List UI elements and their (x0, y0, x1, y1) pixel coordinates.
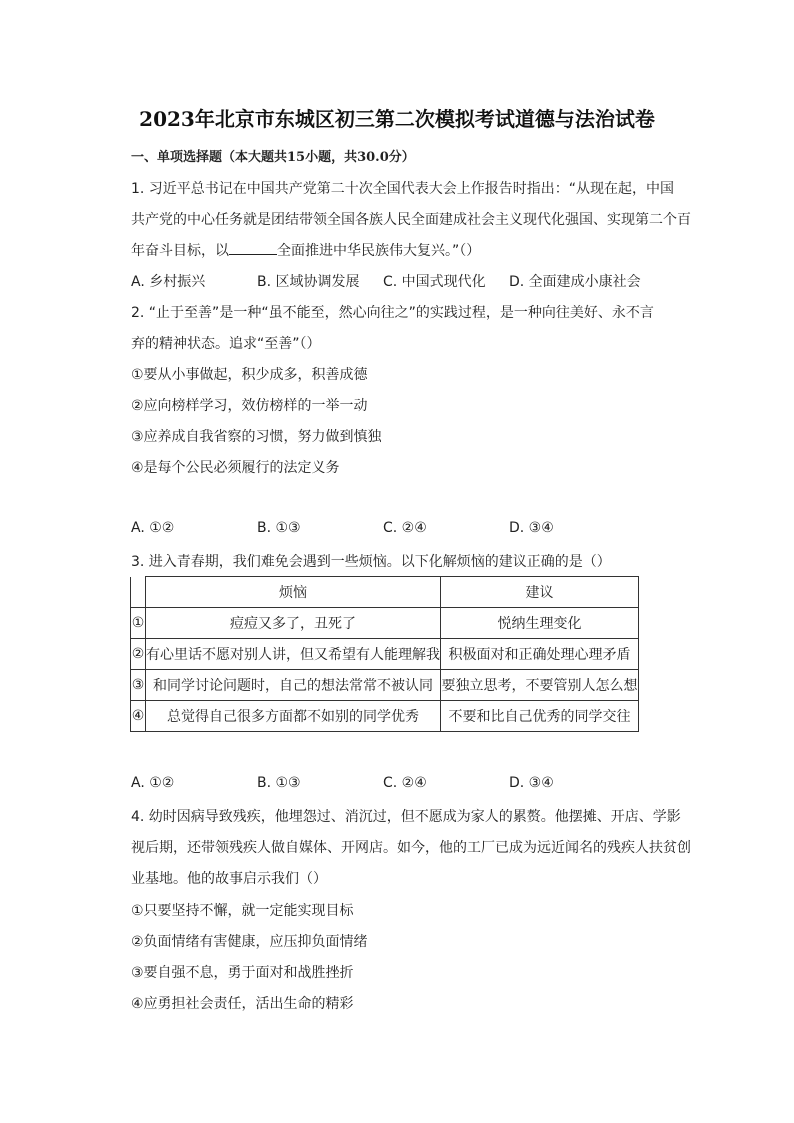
row-worry: 痘痘又多了，丑死了 (146, 608, 441, 639)
q3-option-a: A. ①② (131, 775, 175, 791)
row-worry: 有心里话不愿对别人讲，但又希望有人能理解我 (146, 639, 441, 670)
table-header-row (131, 577, 639, 608)
q3-stem: 3. 进入青春期，我们难免会遇到一些烦恼。以下化解烦恼的建议正确的是（） (131, 554, 611, 570)
exam-title: 2023年北京市东城区初三第二次模拟考试道德与法治试卷 (139, 107, 655, 131)
q2-option-a: A. ①② (131, 520, 175, 536)
row-num: ② (131, 639, 146, 670)
answer-blank (229, 240, 277, 255)
q4-item-4: ④应勇担社会责任，活出生命的精彩 (131, 996, 354, 1012)
q2-option-b: B. ①③ (257, 520, 301, 536)
row-advice: 积极面对和正确处理心理矛盾 (441, 639, 639, 670)
q4-item-1: ①只要坚持不懈，就一定能实现目标 (131, 903, 354, 919)
q1-option-a: A. 乡村振兴 (131, 274, 206, 290)
q3-option-c: C. ②④ (383, 775, 427, 791)
row-advice: 要独立思考，不要管别人怎么想 (441, 670, 639, 701)
section-heading: 一、单项选择题（本大题共15小题，共30.0分） (131, 150, 415, 165)
row-worry: 和同学讨论问题时，自己的想法常常不被认同 (146, 670, 441, 701)
q2-item-1: ①要从小事做起，积少成多，积善成德 (131, 367, 368, 383)
q2-item-2: ②应向榜样学习，效仿榜样的一举一动 (131, 398, 368, 414)
row-worry: 总觉得自己很多方面都不如别的同学优秀 (146, 701, 441, 732)
row-num: ① (131, 608, 146, 639)
table-header-worry: 烦恼 (146, 577, 441, 608)
q2-option-d: D. ③④ (509, 520, 554, 536)
table-row (131, 670, 639, 701)
q3-option-d: D. ③④ (509, 775, 554, 791)
table-row (131, 701, 639, 732)
q1-line-3 (131, 240, 480, 260)
table-header-advice: 建议 (441, 577, 639, 608)
q1-line-3-pre: 年奋斗目标，以 (131, 243, 229, 259)
q1-line-2: 共产党的中心任务就是团结带领全国各族人民全面建成社会主义现代化强国、实现第二个百 (131, 212, 691, 228)
table-header-num (131, 577, 146, 608)
table-row (131, 639, 639, 670)
q1-option-b: B. 区域协调发展 (257, 274, 360, 290)
q4-line-2: 视后期，还带领残疾人做自媒体、开网店。如今，他的工厂已成为远近闻名的残疾人扶贫创 (131, 840, 691, 856)
q3-table (130, 576, 639, 732)
row-advice: 悦纳生理变化 (441, 608, 639, 639)
q2-line-2: 弃的精神状态。追求“至善”（） (131, 336, 321, 352)
q2-option-c: C. ②④ (383, 520, 427, 536)
table-row (131, 608, 639, 639)
q1-option-d: D. 全面建成小康社会 (509, 274, 641, 290)
q4-line-3: 业基地。他的故事启示我们（） (131, 871, 327, 887)
q2-item-4: ④是每个公民必须履行的法定义务 (131, 460, 340, 476)
row-num: ④ (131, 701, 146, 732)
q3-option-b: B. ①③ (257, 775, 301, 791)
q4-item-2: ②负面情绪有害健康，应压抑负面情绪 (131, 934, 368, 950)
row-advice: 不要和比自己优秀的同学交往 (441, 701, 639, 732)
q2-item-3: ③应养成自我省察的习惯，努力做到慎独 (131, 429, 382, 445)
q4-line-1: 4. 幼时因病导致残疾，他埋怨过、消沉过，但不愿成为家人的累赘。他摆摊、开店、学影 (131, 809, 681, 825)
q1-line-1: 1. 习近平总书记在中国共产党第二十次全国代表大会上作报告时指出：“从现在起，中国 (131, 181, 675, 197)
q1-option-c: C. 中国式现代化 (383, 274, 486, 290)
row-num: ③ (131, 670, 146, 701)
q2-line-1: 2. “止于至善”是一种“虽不能至，然心向往之”的实践过程，是一种向往美好、永不言 (131, 305, 654, 321)
q1-line-3-post: 全面推进中华民族伟大复兴。”（） (277, 243, 481, 259)
q4-item-3: ③要自强不息，勇于面对和战胜挫折 (131, 965, 354, 981)
